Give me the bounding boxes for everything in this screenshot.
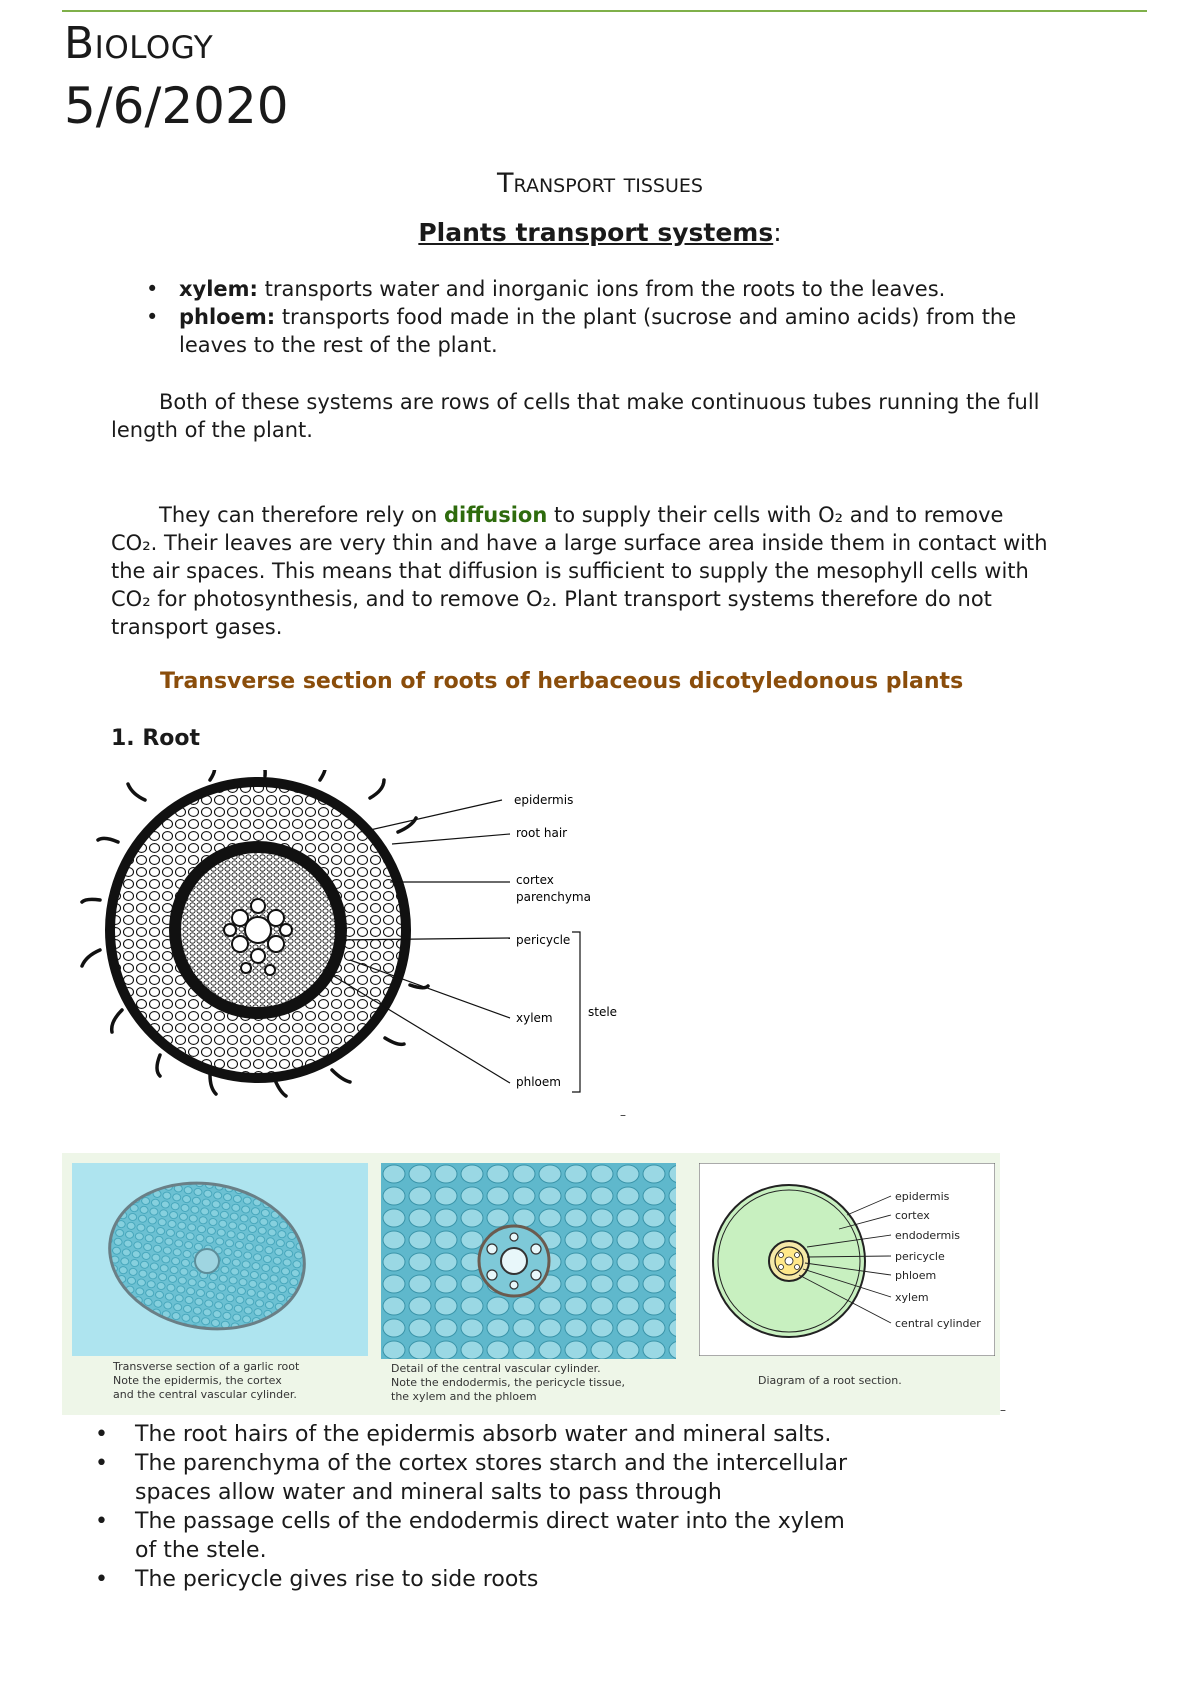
small-label-endodermis: endodermis [895,1229,961,1242]
label-cortex: cortex [516,873,554,887]
list-item: • The parenchyma of the cortex stores starch and the intercellular spaces allow water and mineral salts to pass through [95,1451,848,1505]
central-cylinder-micrograph [381,1163,676,1359]
small-label-central-cylinder: central cylinder [895,1317,981,1330]
small-label-pericycle: pericycle [895,1250,945,1263]
stele-bracket [572,932,580,1092]
caption-photo2: Detail of the central vascular cylinder. Note the endodermis, the pericycle tissue, the xylem and the phloem [391,1362,625,1403]
transverse-section-heading: Transverse section of roots of herbaceous dicotyledonous plants [160,669,964,694]
dash-mark: – [620,1108,626,1122]
document-title: Biology [64,18,214,69]
list-item: • xylem: transports water and inorganic ions from the roots to the leaves. [146,277,946,301]
dash-mark: – [1000,1403,1006,1417]
label-root-hair: root hair [516,826,568,840]
bullet-icon: • [95,1422,108,1447]
root-facts-list [95,1420,855,1594]
section-title: Transport tissues [497,168,703,199]
bullet-icon: • [95,1451,108,1476]
list-item: • The root hairs of the epidermis absorb water and mineral salts. [95,1422,832,1447]
bullet-icon: • [95,1509,108,1534]
label-pericycle: pericycle [516,933,571,947]
label-epidermis: epidermis [514,793,574,807]
root-cross-section-diagram [70,770,660,1125]
label-phloem: phloem [516,1075,561,1089]
root-section-schematic [699,1163,995,1356]
paragraph-continuous-tubes: Both of these systems are rows of cells that make continuous tubes running the full length of the plant. [111,390,1040,442]
small-label-epidermis: epidermis [895,1190,950,1203]
section-subtitle: Plants transport systems: [418,218,782,247]
caption-photo1: Transverse section of a garlic root Note the epidermis, the cortex and the central vascular cylinder. [113,1360,300,1401]
bullet-icon: • [146,305,159,329]
list-item: • The pericycle gives rise to side roots [95,1567,539,1592]
garlic-root-micrograph [72,1163,368,1356]
small-label-xylem: xylem [895,1291,929,1304]
small-label-cortex: cortex [895,1209,930,1222]
label-stele: stele [588,1005,618,1019]
label-parenchyma: parenchyma [516,890,591,904]
bullet-icon: • [146,277,159,301]
root-heading: 1. Root [111,726,201,751]
document-date: 5/6/2020 [64,77,289,135]
list-item: • phloem: transports food made in the plant (sucrose and amino acids) from the leaves to the rest of the plant. [146,305,1017,357]
list-item: • The passage cells of the endodermis direct water into the xylem of the stele. [95,1509,845,1563]
label-xylem: xylem [516,1011,553,1025]
bullet-icon: • [95,1567,108,1592]
top-rule [62,10,1147,12]
caption-photo3: Diagram of a root section. [758,1374,902,1387]
transport-list [146,275,1066,359]
small-label-phloem: phloem [895,1269,937,1282]
paragraph-diffusion: They can therefore rely on diffusion to supply their cells with O₂ and to remove CO₂. Their leaves are very thin and have a large surface area inside them in contact with the air spaces. This means that diffusion is sufficient to supply the mesophyll cells with CO₂ for photosynthesis, and to remove O₂. Plant transport systems therefore do not transport gases. [111,503,1048,639]
